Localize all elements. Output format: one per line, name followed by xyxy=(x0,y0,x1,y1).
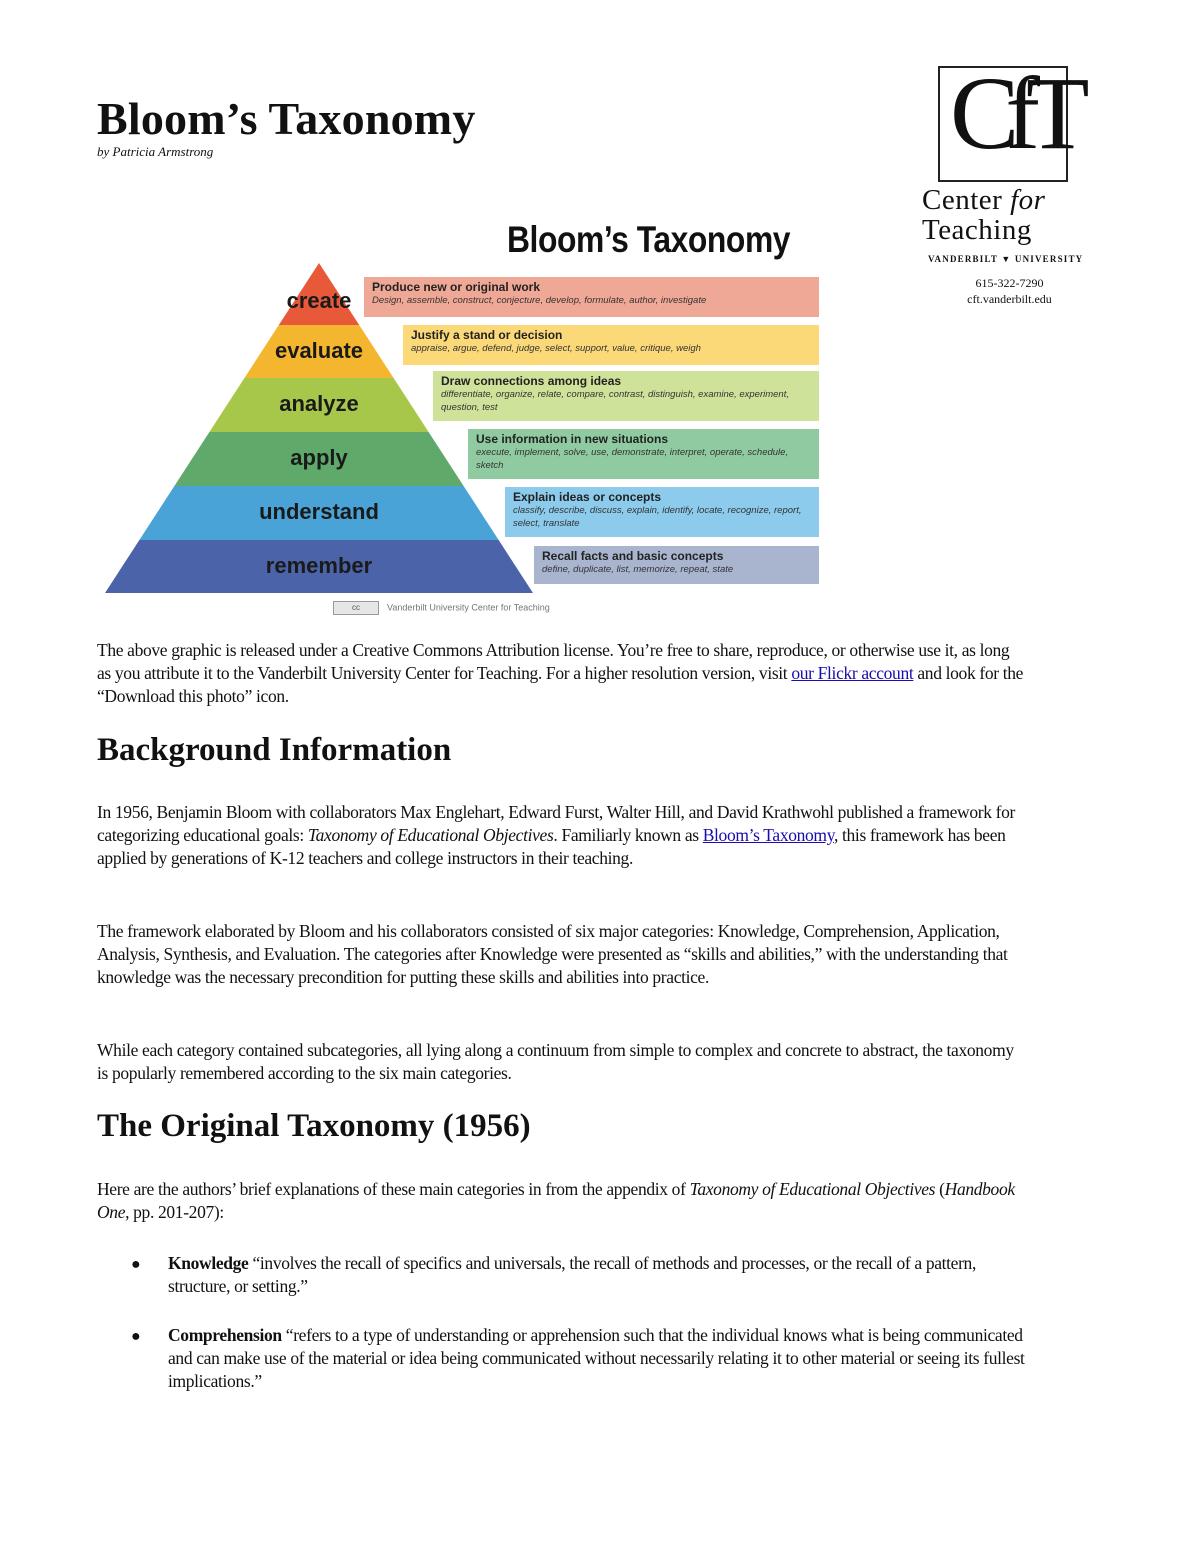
logo-line-teaching: Teaching xyxy=(922,214,1032,246)
tier-label-create: create xyxy=(286,288,352,313)
heading-original-taxonomy: The Original Taxonomy (1956) xyxy=(97,1108,531,1144)
tier-label-remember: remember xyxy=(265,552,373,578)
tier-heading: Justify a stand or decision xyxy=(411,328,563,342)
tier-heading: Produce new or original work xyxy=(372,280,541,294)
blooms-taxonomy-link[interactable]: Bloom’s Taxonomy xyxy=(702,824,834,845)
flickr-link[interactable]: our Flickr account xyxy=(791,662,914,683)
graphic-credit: cc Vanderbilt University Center for Teaching xyxy=(333,601,550,615)
bullet-term: Comprehension xyxy=(168,1325,282,1345)
tier-label-apply: apply xyxy=(290,445,348,470)
logo-phone: 615-322-7290 xyxy=(975,276,1044,290)
background-paragraph-2: The framework elaborated by Bloom and his collaborators consisted of six major categories: Knowledge, Comprehension, Application, Analysis, Synthesis, and Evaluation. The categories after Knowledge were presented as “skills and abilities,” with the understanding that knowledge was the necessary precondition for putting these skills and abilities into practice. xyxy=(97,921,1008,987)
bullet-icon: ● xyxy=(131,1256,141,1273)
heading-background: Background Information xyxy=(97,732,452,768)
logo-monogram: CfT xyxy=(950,56,1076,171)
tier-heading: Explain ideas or concepts xyxy=(513,490,662,504)
license-paragraph: The above graphic is released under a Creative Commons Attribution license. You’re free to share, reproduce, or otherwise use it, as long as you attribute it to the Vanderbilt University Center for Teaching. For a higher resolution version, visit our Flickr account and look for the “Download this photo” icon. xyxy=(97,640,1024,706)
cc-badge-icon: cc xyxy=(333,601,379,615)
tier-description-remember xyxy=(534,546,819,584)
tier-verbs: appraise, argue, defend, judge, select, support, value, critique, weigh xyxy=(411,343,701,354)
tier-heading: Recall facts and basic concepts xyxy=(542,549,724,563)
tier-verbs: execute, implement, solve, use, demonstrate, interpret, operate, schedule, sketch xyxy=(476,447,789,471)
blooms-taxonomy-graphic xyxy=(97,215,827,620)
tier-heading: Draw connections among ideas xyxy=(441,374,622,388)
bullet-term: Knowledge xyxy=(168,1253,249,1273)
tier-verbs: Design, assemble, construct, conjecture, develop, formulate, author, investigate xyxy=(372,295,707,306)
page-title: Bloom’s Taxonomy xyxy=(97,93,476,144)
tier-verbs: classify, describe, discuss, explain, identify, locate, recognize, report, select, translate xyxy=(513,505,802,529)
tier-verbs: differentiate, organize, relate, compare, contrast, distinguish, examine, experiment, question, test xyxy=(441,389,789,413)
tier-description-understand xyxy=(505,487,819,537)
original-intro: Here are the authors’ brief explanations of these main categories in from the appendix of Taxonomy of Educational Objectives (Handbook One, pp. 201-207): xyxy=(97,1179,1015,1222)
tier-description-create xyxy=(364,277,819,317)
tier-description-evaluate xyxy=(403,325,819,365)
logo-line-center: Center for xyxy=(922,184,1046,216)
tier-label-analyze: analyze xyxy=(279,391,359,416)
tier-label-evaluate: evaluate xyxy=(274,337,364,363)
graphic-title: Bloom’s Taxonomy xyxy=(507,219,791,260)
background-paragraph-3: While each category contained subcategories, all lying along a continuum from simple to complex and concrete to abstract, the taxonomy is popularly remembered according to the six main categories. xyxy=(97,1040,1014,1083)
tier-verbs: define, duplicate, list, memorize, repeat, state xyxy=(542,564,734,575)
logo-url: cft.vanderbilt.edu xyxy=(967,292,1052,306)
author-byline: by Patricia Armstrong xyxy=(97,144,214,159)
cft-logo xyxy=(922,56,1097,314)
bullet-icon: ● xyxy=(131,1328,141,1345)
logo-university: VANDERBILT ▼ UNIVERSITY xyxy=(928,254,1084,264)
background-paragraph-1: In 1956, Benjamin Bloom with collaborators Max Englehart, Edward Furst, Walter Hill, and David Krathwohl published a framework for categorizing educational goals: Taxonomy of Educational Objectives. Familiarly known as Bloom’s Taxonomy, this framework has been applied by generations of K-12 teachers and college instructors in their teaching. xyxy=(97,802,1015,868)
tier-description-analyze xyxy=(433,371,819,421)
tier-heading: Use information in new situations xyxy=(476,432,669,446)
tier-description-apply xyxy=(468,429,819,479)
tier-label-understand: understand xyxy=(259,499,379,524)
